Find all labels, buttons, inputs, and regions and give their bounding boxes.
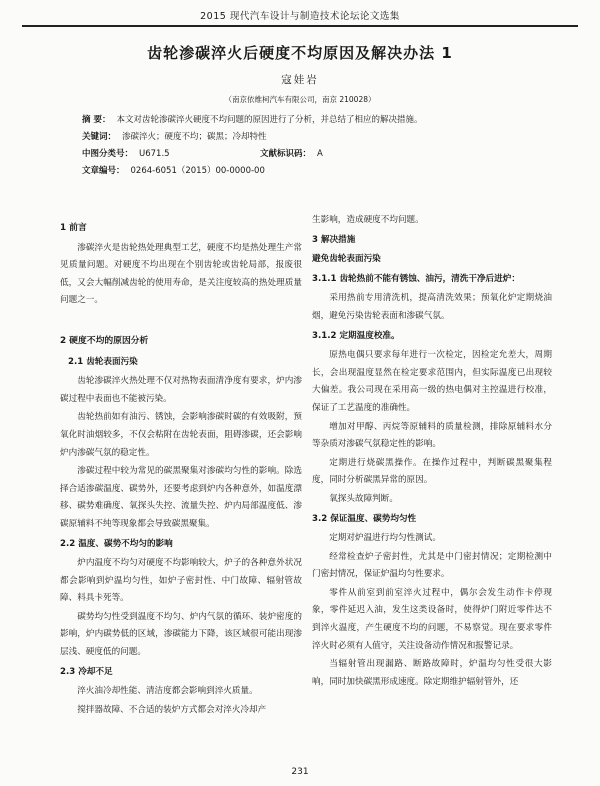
paragraph: 碳势均匀性受到温度不均匀、炉内气氛的循环、装炉密度的影响，炉内碳势低的区域，渗碳能力下降，该区域很可能出现渗层浅、硬度低的问题。 <box>60 611 302 658</box>
paragraph: 渗碳过程中较为常见的碳黑聚集对渗碳均匀性的影响。除选择合适渗碳温度、碳势外，还要考虑到炉内各种意外，如温度漂移、碳势难确度、氧探头失控、流量失控、炉内局部温度低、渗碳原辅料不纯等现象都会导致碳黑聚集。 <box>60 466 302 529</box>
left-column <box>60 212 302 720</box>
right-column <box>312 212 552 692</box>
doc-code-value: A <box>317 149 323 159</box>
classification-row <box>82 146 540 163</box>
paragraph: 齿轮渗碳淬火热处理不仅对热物表面清净度有要求，炉内渗碳过程中表面也不能被污染。 <box>60 376 302 404</box>
paragraph: 经常检查炉子密封性，尤其是中门密封情况；定期检测中门密封情况，保证炉温均匀性要求。 <box>312 551 552 580</box>
abstract-row <box>82 112 540 129</box>
doc-code-label: 文献标识码： <box>260 149 312 159</box>
paragraph: 采用热前专用清洗机，提高清洗效果；预氧化炉定期烧油烟，避免污染齿轮表面和渗碳气氛。 <box>312 293 552 321</box>
paragraph: 齿轮热前如有油污、锈蚀，会影响渗碳时碳的有效吸附，预氧化时油烟较多，不仅会粘附在齿轮表面，阻碍渗碳，还会影响炉内渗碳气氛的稳定性。 <box>60 412 302 458</box>
paragraph: 定期对炉温进行均匀性测试。 <box>329 533 441 544</box>
author-name: 寇娃岩 <box>281 74 319 86</box>
abstract-text: 本文对齿轮渗碳淬火硬度不均问题的原因进行了分析，并总结了相应的解决措施。 <box>116 115 423 125</box>
paragraph: 氧探头故障判断。 <box>329 493 398 504</box>
article-id-label: 文章编号： <box>82 166 125 176</box>
paragraph: 当辐射管出现漏路、断路故障时，炉温均匀性受很大影响，同时加快碳黑形成速度。除定期维护辐射管外，还 <box>312 659 552 687</box>
paragraph: 原热电偶只要求每年进行一次检定，因检定允差大，周期长，会出现温度显然在检定要求范围内，但实际温度已出现较大偏差。我公司现在采用高一级的热电偶对主控温进行校准，保证了工艺温度的准确性。 <box>312 350 552 413</box>
section-2-1-heading: 2.1 齿轮表面污染 <box>68 356 138 367</box>
section-3-1-1-heading: 3.1.1 齿轮热前不能有锈蚀、油污，清洗干净后进炉： <box>312 273 520 284</box>
article-title: 齿轮渗碳淬火后硬度不均原因及解决办法 1 <box>147 44 453 62</box>
section-2-3-heading: 2.3 冷却不足 <box>60 666 113 677</box>
section-2-heading: 2 硬度不均的原因分析 <box>60 335 149 346</box>
page-number: 231 <box>291 767 309 777</box>
author-affiliation: （南京依维柯汽车有限公司，南京 210028） <box>224 95 376 104</box>
paragraph: 渗碳淬火是齿轮热处理典型工艺，硬度不均是热处理生产常见质量问题。对硬度不均出现在个别齿轮或齿轮局部，报废很低，又会大幅削减齿轮的使用寿命，是关注度较高的热处理质量问题之一。 <box>60 242 302 306</box>
paragraph: 生影响，造成硬度不均问题。 <box>312 215 424 225</box>
paragraph: 零件从前室到前室淬火过程中，偶尔会发生动作卡停现象，零件延迟入油，发生这类设备时，使得炉门附近零件达不到淬火温度，产生硬度不均的问题，不易察觉。现在要求零件淬火时必须有人值守，关注设备动作情况和报警记录。 <box>312 587 552 651</box>
paragraph: 定期进行烧碳黑操作。在操作过程中，判断碳黑聚集程度，同时分析碳黑异常的原因。 <box>312 457 552 486</box>
paragraph: 炉内温度不均匀对硬度不均影响较大，炉子的各种意外状况都会影响到炉温均匀性，如炉子密封性、中门故障、辐射管故障、料具卡死等。 <box>60 558 302 604</box>
section-3-heading: 3 解决措施 <box>312 234 356 245</box>
paragraph: 淬火油冷却性能、清洁度都会影响到淬火质量。 <box>77 686 258 697</box>
doc-code <box>260 146 323 163</box>
section-2-2-heading: 2.2 温度、碳势不均匀的影响 <box>60 538 173 549</box>
keywords-label: 关键词： <box>82 132 117 142</box>
article-id-value: 0264-6051（2015）00-0000-00 <box>130 166 265 176</box>
paragraph: 增加对甲醇、丙烷等原辅料的质量检测，排除原辅料水分等杂质对渗碳气氛稳定性的影响。 <box>312 421 552 450</box>
clc-value: U671.5 <box>139 149 170 159</box>
section-3-1-2-heading: 3.1.2 定期温度校准。 <box>312 330 400 341</box>
clc-label: 中图分类号： <box>82 149 134 159</box>
abstract-label: 摘 要： <box>82 115 111 125</box>
keywords-row <box>82 129 540 146</box>
section-3-sub-heading: 避免齿轮表面污染 <box>312 254 381 265</box>
article-id-row <box>82 163 540 180</box>
running-header: 2015 现代汽车设计与制造技术论坛论文选集 <box>22 8 578 27</box>
article-meta <box>82 112 540 180</box>
keywords-text: 渗碳淬火；硬度不均；碳黑；冷却特性 <box>122 132 267 142</box>
paragraph: 搅拌器故障、不合适的装炉方式都会对淬火冷却产 <box>77 704 267 715</box>
section-1-heading: 1 前言 <box>60 223 87 233</box>
section-3-2-heading: 3.2 保证温度、碳势均匀性 <box>312 513 417 524</box>
